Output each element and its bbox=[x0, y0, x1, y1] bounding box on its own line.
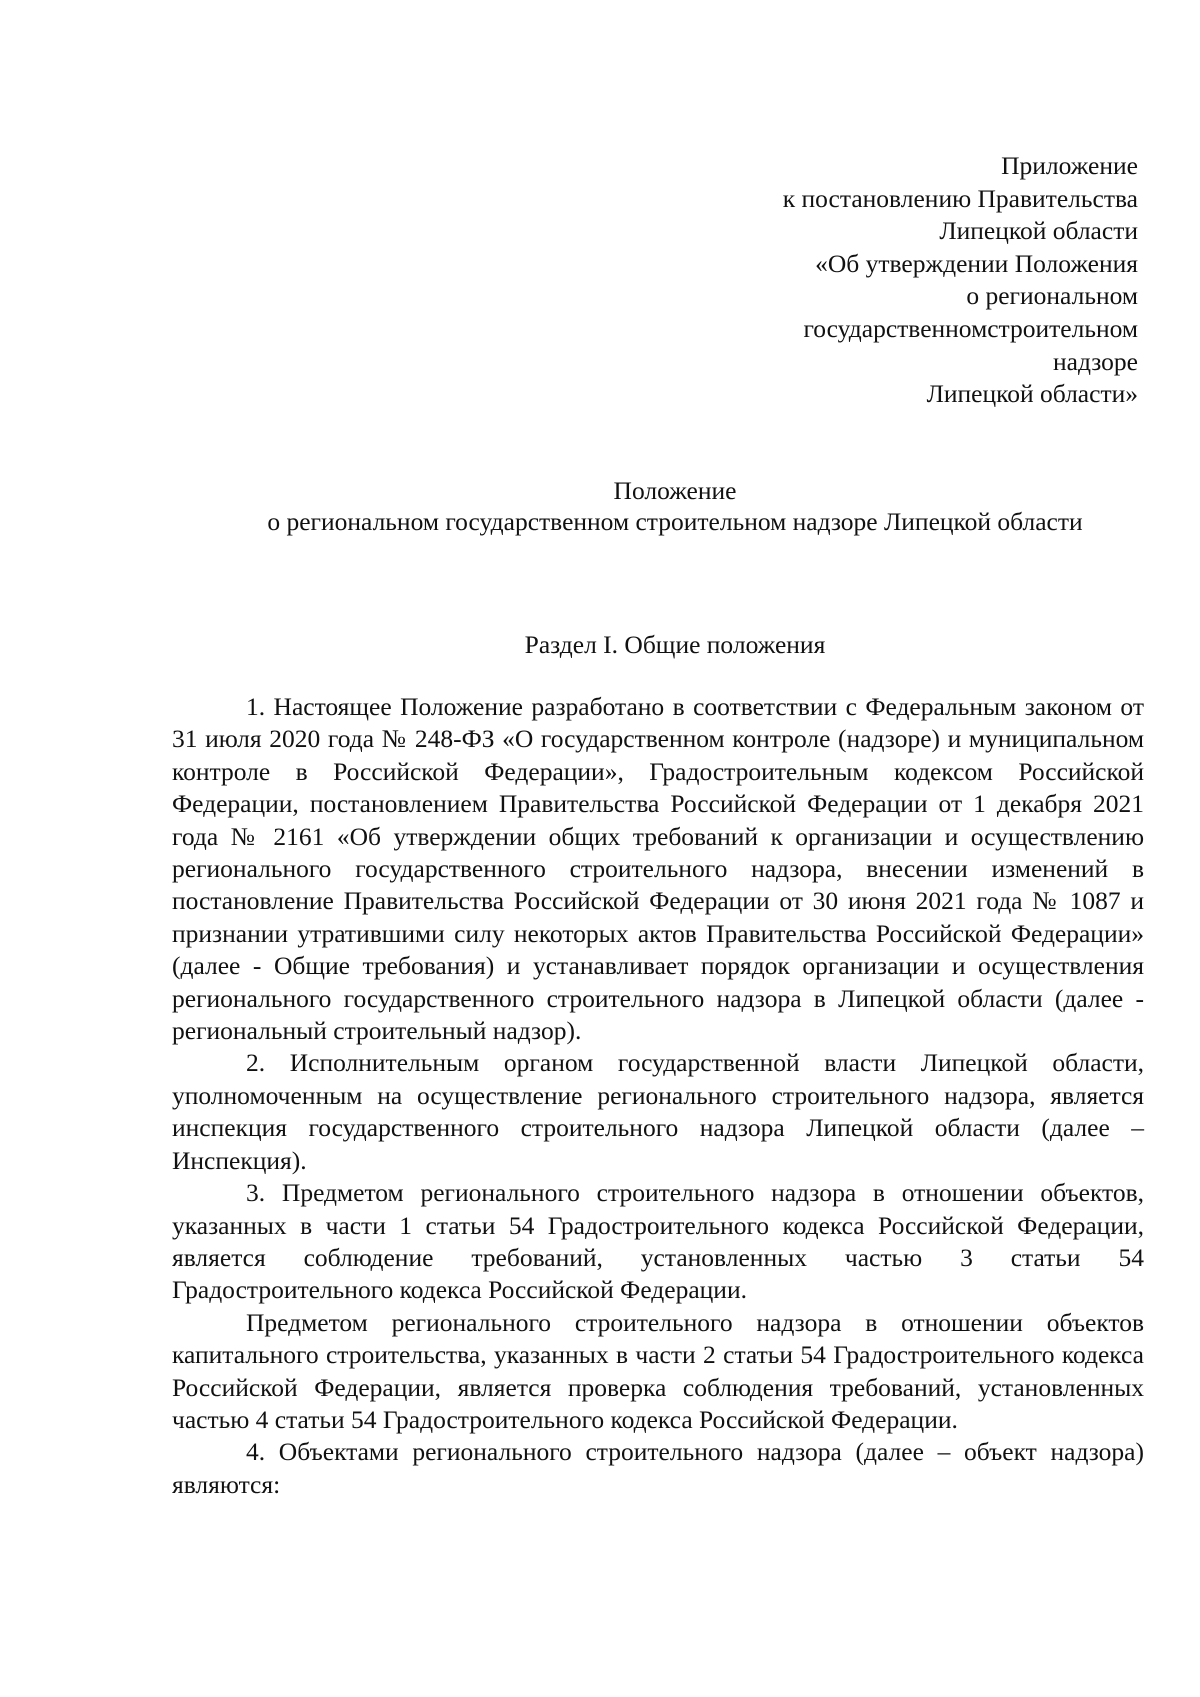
paragraph-4: 4. Объектами регионального строительного надзора (далее – объект надзора) являются: bbox=[172, 1437, 1144, 1499]
paragraph-3-continued: Предметом регионального строительного надзора в отношении объектов капитального строительства, указанных в части 2 статьи 54 Градостроительного кодекса Российской Федерации, является проверка соблюдения требований, установленных частью 4 статьи 54 Градостроительного кодекса Российской Федерации. bbox=[172, 1307, 1144, 1434]
paragraph-1: 1. Настоящее Положение разработано в соответствии с Федеральным законом от 31 июля 2020 года № 248-ФЗ «О государственном контроле (надзоре) и муниципальном контроле в Российской Федерации», Градостроительным кодексом Российской Федерации, постановлением Правительства Российской Федерации от 1 декабря 2021 года № 2161 «Об утверждении общих требований к организации и осуществлению регионального государственного строительного надзора, внесении изменений в постановление Правительства Российской Федерации от 30 июня 2021 года № 1087 и признании утратившими силу некоторых актов Правительства Российской Федерации» (далее - Общие требования) и устанавливает порядок организации и осуществления регионального государственного строительного надзора в Липецкой области (далее - региональный строительный надзор). bbox=[172, 692, 1144, 1046]
appendix-line: к постановлению Правительства bbox=[782, 183, 1138, 213]
appendix-line: Приложение bbox=[1001, 151, 1138, 180]
appendix-line: надзоре bbox=[1053, 346, 1138, 376]
title-line-2: о региональном государственном строительном надзоре Липецкой области bbox=[267, 507, 1083, 536]
appendix-line: о региональном bbox=[966, 281, 1138, 311]
appendix-line: «Об утверждении Положения bbox=[815, 248, 1138, 278]
document-body bbox=[172, 691, 1144, 1501]
paragraph-2: 2. Исполнительным органом государственной власти Липецкой области, уполномоченным на осуществление регионального строительного надзора, является инспекция государственного строительного надзора Липецкой области (далее – Инспекция). bbox=[172, 1048, 1144, 1175]
appendix-line: Липецкой области» bbox=[926, 379, 1138, 409]
section-heading: Раздел I. Общие положения bbox=[524, 630, 826, 659]
paragraph-3: 3. Предметом регионального строительного надзора в отношении объектов, указанных в части 1 статьи 54 Градостроительного кодекса Российской Федерации, является соблюдение требований, установленных частью 3 статьи 54 Градостроительного кодекса Российской Федерации. bbox=[172, 1178, 1144, 1305]
appendix-line: государственномстроительном bbox=[803, 313, 1138, 343]
appendix-header bbox=[678, 150, 1138, 411]
document-title bbox=[250, 475, 1100, 537]
appendix-line: Липецкой области bbox=[939, 216, 1138, 246]
title-line-1: Положение bbox=[613, 476, 737, 505]
